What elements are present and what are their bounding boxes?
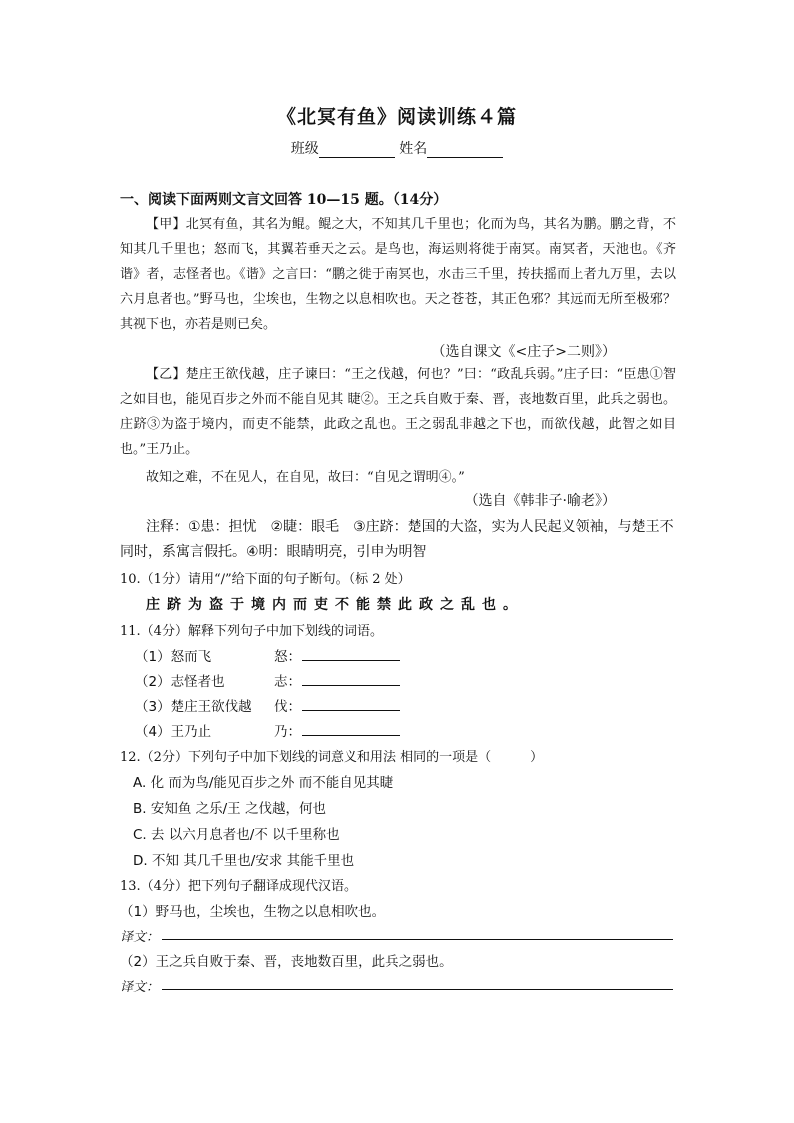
page-title: 《北冥有鱼》阅读训练４篇 bbox=[276, 106, 517, 128]
q11-item-1-word: 怒： bbox=[274, 649, 301, 665]
q13-stem: 13.（4分）把下列句子翻译成现代汉语。 bbox=[120, 879, 357, 894]
q12-option-d[interactable]: D. 不知 其几千里也/安求 其能千里也 bbox=[133, 853, 355, 869]
name-blank[interactable] bbox=[427, 143, 503, 158]
source-yi: （选自《韩非子·喻老》） bbox=[464, 493, 616, 509]
class-name-line bbox=[0, 138, 794, 158]
source-jia: （选自课文《<庄子>二则》） bbox=[431, 344, 616, 360]
q13-sentence-2: （2）王之兵自败于秦、晋，丧地数百里，此兵之弱也。 bbox=[120, 954, 453, 970]
q11-answer-line-2[interactable] bbox=[302, 685, 400, 686]
q12-stem: 12.（2分）下列句子中加下划线的词意义和用法 相同的一项是（ ） bbox=[120, 750, 544, 765]
q12-option-c[interactable]: C. 去 以六月息者也/不 以千里称也 bbox=[133, 827, 340, 843]
q12-option-b[interactable]: B. 安知鱼 之乐/王 之伐越，何也 bbox=[133, 801, 326, 817]
q11-answer-line-3[interactable] bbox=[302, 710, 400, 711]
q13-sentence-1: （1）野马也，尘埃也，生物之以息相吹也。 bbox=[120, 904, 386, 920]
q11-item-3-phrase: （3）楚庄王欲伐越 bbox=[135, 699, 252, 715]
q11-item-3-word: 伐： bbox=[274, 699, 301, 715]
q12-option-a[interactable]: A. 化 而为鸟/能见百步之外 而不能自见其睫 bbox=[133, 775, 394, 791]
passage-yi-conclusion: 故知之难，不在见人，在自见，故曰：“自见之谓明④。” bbox=[146, 470, 465, 485]
q11-item-2-phrase: （2）志怪者也 bbox=[135, 674, 225, 690]
q13-answer-line-2[interactable] bbox=[162, 989, 673, 990]
q11-answer-line-1[interactable] bbox=[302, 660, 400, 661]
q13-answer-label-1: 译文： bbox=[120, 930, 160, 945]
q13-answer-line-1[interactable] bbox=[162, 939, 673, 940]
q11-item-2-word: 志： bbox=[274, 674, 301, 690]
q13-answer-label-2: 译文： bbox=[120, 980, 160, 995]
q10-sentence: 庄跻为盗于境内而吏不能禁此政之乱也。 bbox=[146, 597, 524, 613]
section-heading: 一、阅读下面两则文言文回答 10—15 题。（14分） bbox=[120, 192, 448, 208]
class-blank[interactable] bbox=[319, 143, 395, 158]
q11-item-4-phrase: （4）王乃止 bbox=[135, 724, 212, 740]
q11-stem: 11.（4分）解释下列句子中加下划线的词语。 bbox=[120, 624, 383, 639]
class-label: 班级 bbox=[290, 141, 319, 157]
q11-item-1-phrase: （1）怒而飞 bbox=[135, 649, 212, 665]
q11-item-4-word: 乃： bbox=[274, 724, 301, 740]
name-label: 姓名 bbox=[399, 141, 428, 157]
passage-yi: 【乙】楚庄王欲伐越，庄子谏曰：“王之伐越，何也？”曰：“政乱兵弱。”庄子曰：“臣患①智之如目也，能见百步之外而不能自见其 睫②。王之兵自败于秦、晋，丧地数百里，此兵之弱也。庄跻③为盗于境内，而吏不能禁，此政之乱也。王之弱乱非越之下也，而欲伐越，此智之如目也。”王乃止。 bbox=[120, 367, 676, 457]
q10-stem: 10.（1分）请用“/”给下面的句子断句。（标 2 处） bbox=[120, 572, 411, 587]
notes: 注释：①患：担忧 ②睫：眼毛 ③庄跻：楚国的大盗，实为人民起义领袖，与楚王不同时，系寓言假托。④明：眼睛明亮，引申为明智 bbox=[120, 519, 674, 560]
passage-jia: 【甲】北冥有鱼，其名为鲲。鲲之大，不知其几千里也；化而为鸟，其名为鹏。鹏之背，不知其几千里也；怒而飞，其翼若垂天之云。是鸟也，海运则将徙于南冥。南冥者，天池也。《齐谐》者，志怪者也。《谐》之言曰：“鹏之徙于南冥也，水击三千里，抟扶摇而上者九万里，去以六月息者也。”野马也，尘埃也，生物之以息相吹也。天之苍苍，其正色邪？其远而无所至极邪？其视下也，亦若是则已矣。 bbox=[120, 217, 676, 332]
q11-answer-line-4[interactable] bbox=[302, 735, 400, 736]
